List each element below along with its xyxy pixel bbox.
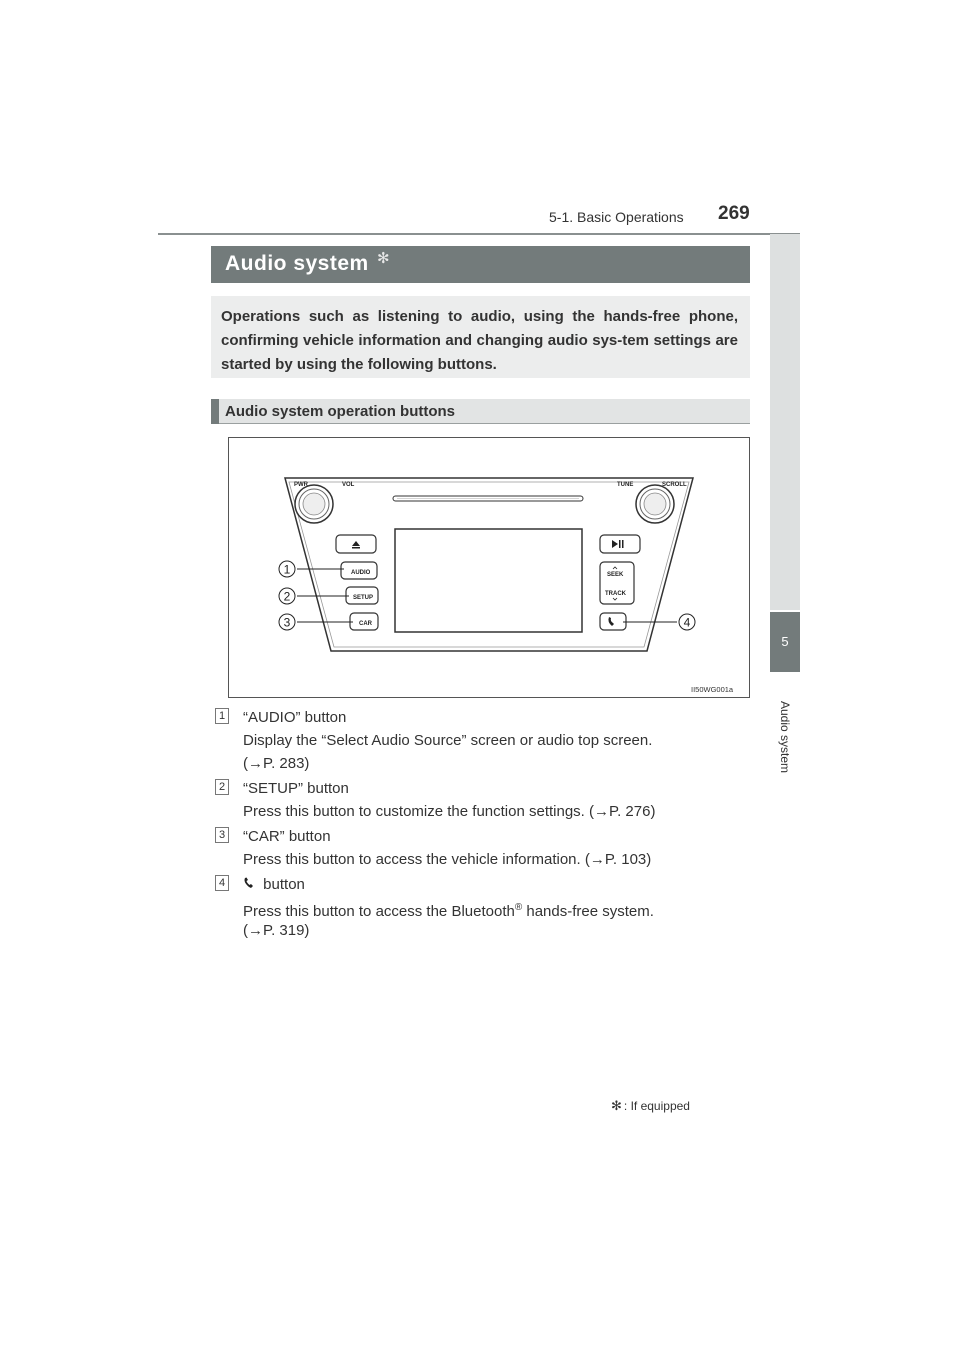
car-button xyxy=(350,613,378,630)
item-title: “AUDIO” button xyxy=(243,709,347,726)
item-title: “CAR” button xyxy=(243,828,331,845)
eject-button xyxy=(336,535,376,553)
seek-track-button xyxy=(600,562,634,604)
footnote xyxy=(611,1098,690,1114)
pwr-vol-knob xyxy=(295,485,333,523)
track-label: TRACK xyxy=(605,591,626,597)
seek-label: SEEK xyxy=(607,572,624,578)
subheading-bar xyxy=(211,399,750,424)
figure-code: II50WG001a xyxy=(691,685,734,694)
footnote-mark: ✻ xyxy=(611,1098,622,1113)
side-tab-strip xyxy=(770,234,800,610)
item-desc: (→P. 283) xyxy=(243,755,310,772)
item-number: 1 xyxy=(215,708,229,724)
page-number: 269 xyxy=(718,203,750,224)
vol-label: VOL xyxy=(342,482,355,488)
item-desc: Press this button to customize the function settings. (→P. 276) xyxy=(243,803,656,820)
item-title: “SETUP” button xyxy=(243,780,349,797)
chapter-label-text: Audio system xyxy=(778,700,792,774)
audio-panel-figure xyxy=(228,437,750,698)
car-button-label: CAR xyxy=(359,621,372,627)
callout-3 xyxy=(279,614,295,630)
item-desc: Press this button to access the vehicle information. (→P. 103) xyxy=(243,851,652,868)
subheading: Audio system operation buttons xyxy=(225,403,456,420)
subheading-marker xyxy=(211,399,219,424)
pwr-label: PWR xyxy=(294,482,308,488)
setup-button-label: SETUP xyxy=(353,595,374,601)
item-number: 2 xyxy=(215,779,229,795)
section-title: 5-1. Basic Operations xyxy=(549,209,684,225)
header-rule xyxy=(158,233,800,235)
section-title-bar xyxy=(211,246,750,283)
page-title: Audio system xyxy=(225,252,369,275)
if-equipped-mark: ✻ xyxy=(377,250,390,267)
item-desc-text-end: hands-free system. xyxy=(522,903,654,920)
item-number: 3 xyxy=(215,827,229,843)
svg-text:2: 2 xyxy=(283,589,291,604)
chapter-tab: 5 xyxy=(770,612,800,672)
item-desc-text: Press this button to access the Bluetooth xyxy=(243,903,515,920)
chapter-label xyxy=(770,672,800,802)
display-screen xyxy=(395,529,582,632)
footnote-text: : If equipped xyxy=(623,1099,690,1113)
callout-2 xyxy=(279,588,295,604)
item-title xyxy=(243,873,305,896)
tune-scroll-knob xyxy=(636,485,674,523)
audio-button xyxy=(341,562,377,579)
setup-button xyxy=(346,587,378,604)
tune-label: TUNE xyxy=(617,482,634,488)
item-title-text: button xyxy=(263,876,305,893)
play-pause-button xyxy=(600,535,640,553)
callout-1 xyxy=(279,561,295,577)
audio-button-label: AUDIO xyxy=(351,570,371,576)
item-desc: Display the “Select Audio Source” screen or audio top screen. xyxy=(243,732,653,749)
registered-mark: ® xyxy=(514,902,523,913)
phone-icon xyxy=(243,873,259,896)
svg-text:4: 4 xyxy=(683,615,691,630)
item-number: 4 xyxy=(215,875,229,891)
intro-paragraph: Operations such as listening to audio, using the hands-free phone, confirming vehicle information and changing audio sys-tem settings are started by using the following buttons. xyxy=(211,296,750,378)
audio-panel-illustration xyxy=(229,438,751,699)
callout-4 xyxy=(679,614,695,630)
scroll-label: SCROLL xyxy=(662,482,687,488)
item-desc: (→P. 319) xyxy=(243,922,310,939)
phone-button xyxy=(600,613,626,630)
svg-text:1: 1 xyxy=(283,562,291,577)
svg-text:3: 3 xyxy=(283,615,291,630)
